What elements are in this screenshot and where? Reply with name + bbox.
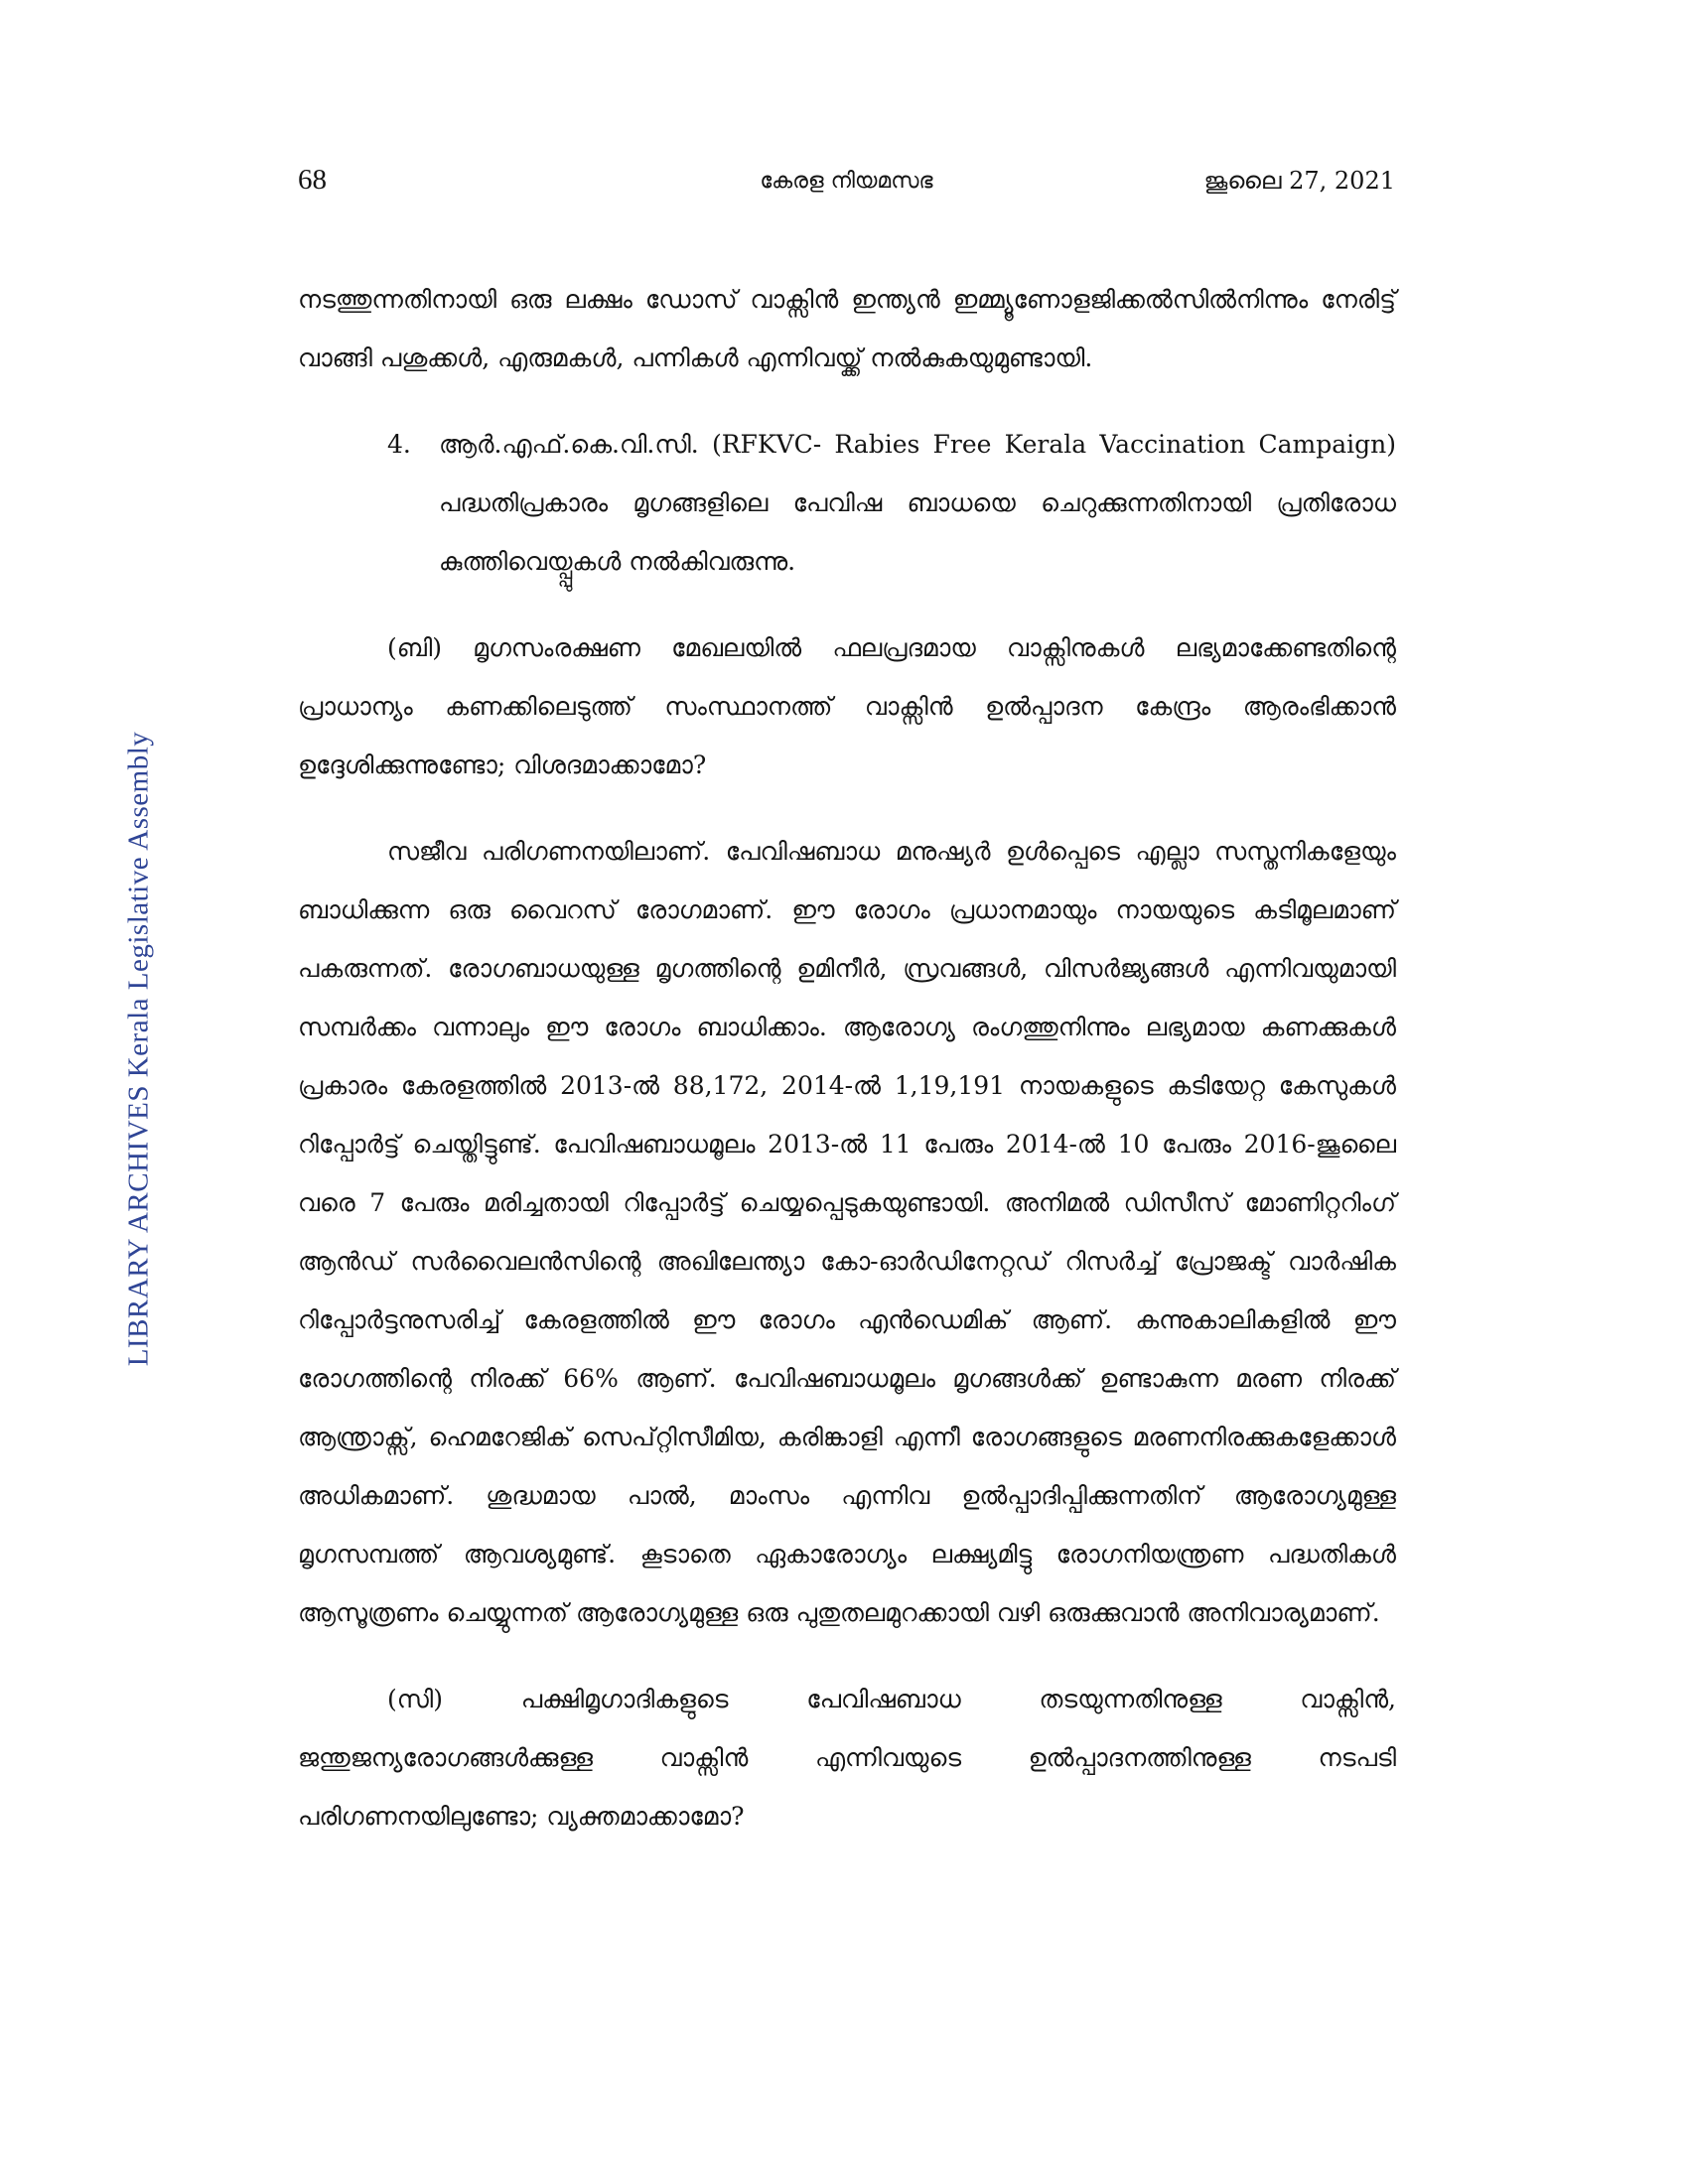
publication-date: ജൂലൈ 27, 2021 (1203, 167, 1395, 195)
question-b: (ബി) മൃഗസംരക്ഷണ മേഖലയിൽ ഫലപ്രദമായ വാക്സിനുകൾ ലഭ്യമാക്കേണ്ടതിന്റെ പ്രാധാന്യം കണക്കിലെടുത്ത് സംസ്ഥാനത്ത് വാക്സിൻ ഉൽപ്പാദന കേന്ദ്രം ആരംഭിക്കാൻ ഉദ്ദേശിക്കുന്നുണ്ടോ; വിശദമാക്കാമോ? (298, 633, 1396, 779)
page-number: 68 (298, 164, 327, 196)
item-number: 4. (387, 430, 411, 459)
publication-title: കേരള നിയമസഭ (760, 169, 933, 194)
question-c: (സി) പക്ഷിമൃഗാദികളുടെ പേവിഷബാധ തടയുന്നതിനുള്ള വാക്സിൻ, ജന്തുജന്യരോഗങ്ങൾക്കുള്ള വാക്സിൻ എന്നിവയുടെ ഉൽപ്പാദനത്തിനുള്ള നടപടി പരിഗണനയിലുണ്ടോ; വ്യക്തമാക്കാമോ? (298, 1685, 1396, 1831)
document-body (298, 270, 1396, 1845)
item-4-text: ആർ.എഫ്.കെ.വി.സി. (RFKVC- Rabies Free Kerala Vaccination Campaign) പദ്ധതിപ്രകാരം മൃഗങ്ങളിലെ പേവിഷ ബാധയെ ചെറുക്കുന്നതിനായി പ്രതിരോധ കുത്തിവെയ്പ്പുകൾ നൽകിവരുന്നു. (439, 430, 1396, 576)
continuation-paragraph: നടത്തുന്നതിനായി ഒരു ലക്ഷം ഡോസ് വാക്സിൻ ഇന്ത്യൻ ഇമ്മ്യൂണോളജിക്കൽസിൽനിന്നും നേരിട്ട് വാങ്ങി പശുക്കൾ, എരുമകൾ, പന്നികൾ എന്നിവയ്ക്ക് നൽകുകയുമുണ്ടായി. (298, 285, 1396, 372)
library-archives-watermark: LIBRARY ARCHIVES Kerala Legislative Assembly (122, 731, 155, 1367)
page-header (298, 164, 1395, 213)
answer-b: സജീവ പരിഗണനയിലാണ്. പേവിഷബാധ മനുഷ്യർ ഉൾപ്പെടെ എല്ലാ സസ്തനികളേയും ബാധിക്കുന്ന ഒരു വൈറസ് രോഗമാണ്. ഈ രോഗം പ്രധാനമായും നായയുടെ കടിമൂലമാണ് പകരുന്നത്. രോഗബാധയുള്ള മൃഗത്തിന്റെ ഉമിനീർ, സ്രവങ്ങൾ, വിസർജ്യങ്ങൾ എന്നിവയുമായി സമ്പർക്കം വന്നാലും ഈ രോഗം ബാധിക്കാം. ആരോഗ്യ രംഗത്തുനിന്നും ലഭ്യമായ കണക്കുകൾ പ്രകാരം കേരളത്തിൽ 2013-ൽ 88,172, 2014-ൽ 1,19,191 നായകളുടെ കടിയേറ്റ കേസുകൾ റിപ്പോർട്ട് ചെയ്തിട്ടുണ്ട്. പേവിഷബാധമൂലം 2013-ൽ 11 പേരും 2014-ൽ 10 പേരും 2016-ജൂലൈ വരെ 7 പേരും മരിച്ചതായി റിപ്പോർട്ട് ചെയ്യപ്പെടുകയുണ്ടായി. അനിമൽ ഡിസീസ് മോണിറ്ററിംഗ് ആൻഡ് സർവൈലൻസിന്റെ അഖിലേന്ത്യാ കോ-ഓർഡിനേറ്റഡ് റിസർച്ച് പ്രോജക്ട് വാർഷിക റിപ്പോർട്ടനുസരിച്ച് കേരളത്തിൽ ഈ രോഗം എൻഡെമിക് ആണ്. കന്നുകാലികളിൽ ഈ രോഗത്തിന്റെ നിരക്ക് 66% ആണ്. പേവിഷബാധമൂലം മൃഗങ്ങൾക്ക് ഉണ്ടാകുന്ന മരണ നിരക്ക് ആന്ത്രാക്സ്, ഹെമറേജിക് സെപ്റ്റിസീമിയ, കരിങ്കാളി എന്നീ രോഗങ്ങളുടെ മരണനിരക്കുകളേക്കാൾ അധികമാണ്. ശുദ്ധമായ പാൽ, മാംസം എന്നിവ ഉൽപ്പാദിപ്പിക്കുന്നതിന് ആരോഗ്യമുള്ള മൃഗസമ്പത്ത് ആവശ്യമുണ്ട്. കൂടാതെ ഏകാരോഗ്യം ലക്ഷ്യമിട്ടു രോഗനിയന്ത്രണ പദ്ധതികൾ ആസൂത്രണം ചെയ്യുന്നത് ആരോഗ്യമുള്ള ഒരു പുതുതലമുറക്കായി വഴി ഒരുക്കുവാൻ അനിവാര്യമാണ്. (298, 837, 1396, 1627)
numbered-item-4 (387, 415, 1396, 591)
